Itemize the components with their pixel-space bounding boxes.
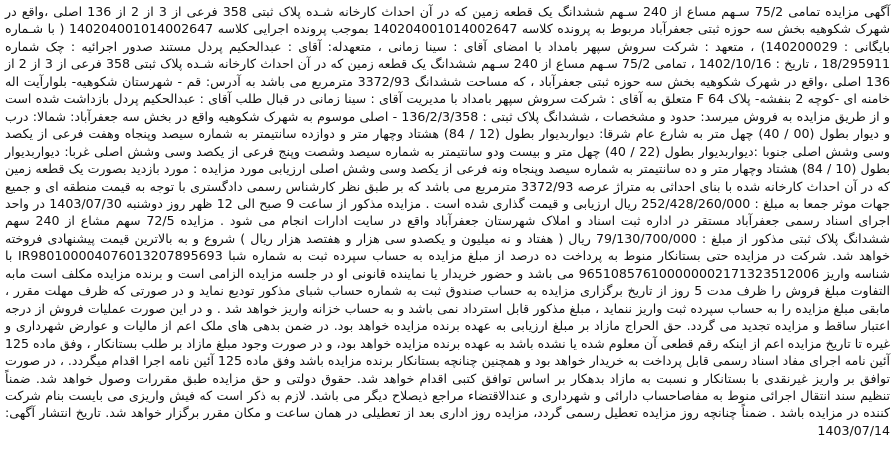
auction-notice-text: آگهی مزایده تمامی 75/2 سـهم مساع از 240 سـهم ششدانگ یک قطعه زمین که در آن احداث کارخانه شـده پلاک ثبتی 358 فرعی از 3 از 2 از 136 اصلی ،واقع در شهرک شکوهیه بخش سه حوزه ثبتی جعفرآباد مربوط به پرونده کلاسه 140204001014002647 بموجب پرونده اجرایی کلاسه 140204001014002647 ( با شـماره بایگانی : 140200029) ، متعهد : شرکت سروش سپهر بامداد با امضای آقای : سینا زمانی ، متعهدله: آقای : عبدالحکیم پردل مستند صدور اجرائیه : چک شماره 18/295911 ، تاریخ : 1402/10/16 ، تمامی 75/2 سـهم مساع از 240 سـهم ششدانگ یک قطعه زمین که در آن احداث کارخانه شـده پلاک ثبتی 358 فرعی از 3 از 2 از 136 اصلی ،واقع در شهرک شکوهیه بخش سه حوزه ثبتی جعفرآباد ، که مساحت ششدانگ 3372/93 مترمربع می باشد به آدرس: قم - شهرستان شکوهیه- بلوارآیت اله خامنه ای -کوچه 2 بنفشه- پلاک 64 F متعلق به آقای : شرکت سروش سپهر بامداد با مدیریت آقای : سینا زمانی در قبال طلب آقای : عبدالحکیم پردل بازداشت شده است و از طریق مزایده به فروش میرسد: حدود و مشخصات ، ششدانگ پلاک ثبتی : 136/2/3/358 - اصلی موسوم به شهرک شکوهیه واقع در بخش سه جعفرآباد: شمالا: درب و دیوار بطول (00 / 40) چهل متر به شارع عام شرقا: دیواربدیوار بطول (12 / 84) هشتاد وچهار متر و دوازده سانتیمتر به شماره سیصد وپنجاه وهفت فرعی از یکصد وسی وشش اصلی جنوبا :دیواربدیوار بطول (22 / 40) چهل متر و بیست ودو سانتیمتر به شماره سیصد وشصت وپنج فرعی از یکصد وسی وشش اصلی غربا: دیواربدیوار بطول (10 / 84) هشتاد وچهار متر و ده سانتیمتر به شماره سیصد وپنجاه ونه فرعی از یکصد وسی وشش اصلی ارزیابی مورد مزایده : مورد بازدید بصورت یک قطعه زمین که در آن احداث کارخانه شده با بنای احداثی به متراژ عرصه 3372/93 مترمربع می باشد که بر طبق نظر کارشناس رسمی دادگستری با توجه به قیمت منطقه ای و جمیع جهات موثر جمعا به مبلغ : 252/428/260/000 ریال ارزیابی و قیمت گذاری شده است . مزایده مذکور از ساعت 9 صبح الی 12 ظهر روز دوشنبه 1403/07/30 در واحد اجرای اسناد رسمی جعفرآباد مستقر در اداره ثبت اسناد و املاک شهرستان جعفرآباد واقع در سایت ادارات انجام می شود . مزایده 72/5 سهم مشاع از 240 سهم ششدانگ پلاک ثبتی مذکور از مبلغ : 79/130/700/000 ریال ( هفتاد و نه میلیون و یکصدو سی هزار و هفتصد هزار ریال ) شروع و به بالاترین قیمت پیشنهادی فروخته خواهد شد. شرکت در مزایده حتی بستانکار منوط به پرداخت ده درصد از مبلغ مزایده به حساب سپرده ثبت به شماره شبا IR980100004076013207895693 با شناسه واریز 965108576100000002171323512006 می باشد و حضور خریدار یا نماینده قانونی او در جلسه مزایده الزامی است و برنده مزایده مکلف است مابه التفاوت مبلغ فروش را ظرف مدت 5 روز از تاریخ برگزاری مزایده به حساب صندوق ثبت به شماره حساب شبای مذکور تودیع نماید و در صورتی که ظرف مهلت مقرر ، مابقی مبلغ مزایده را به حساب سپرده ثبت واریز ننماید ، مبلغ مذکور قابل استرداد نمی باشد و به حساب خزانه واریز خواهد شد . و در این صورت عملیات فروش از درجه اعتبار ساقط و مزایده تجدید می گردد. حق الحراج مازاد بر مبلغ ارزیابی به عهده برنده مزایده خواهد بود. در ضمن بدهی های ملک اعم از مالیات و عوارض شهرداری و غیره تا تاریخ مزایده اعم از اینکه رقم قطعی آن معلوم شده یا نشده باشد به عهده برنده مزایده خواهد بود، و در صورت وجود مبلغ مازاد بر طلب بستانکار ، وفق ماده 125 آئین نامه اجرای مفاد اسناد رسمی قابل پرداخت به خریدار خواهد بود و همچنین چنانچه بستانکار برنده مزایده باشد وفق ماده 125 آئین نامه اجرا اقدام میگردد. ، در صورت توافق بر واریز غیرنقدی با بستانکار و نسبت به مازاد بدهکار بر اساس توافق کتبی اقدام خواهد شد. حقوق دولتی و حق مزایده طبق مقررات وصول خواهد شد. ضمناً تنظیم سند انتقال اجرائی منوط به مفاصاحساب دارائی و شهرداری و عندالاقتضاء مراجع ذیصلاح دیگر می باشد. لازم به ذکر است که فیش واریزی می بایست بنام شرکت کننده در مزایده باشد . ضمناً چنانچه روز مزایده تعطیل رسمی گردد، مزایده روز اداری بعد از تعطیلی در همان ساعت و مکان مقرر برگزار خواهد شد. تاریخ انتشار آگهی: 1403/07/14	[4, 4, 891, 438]
